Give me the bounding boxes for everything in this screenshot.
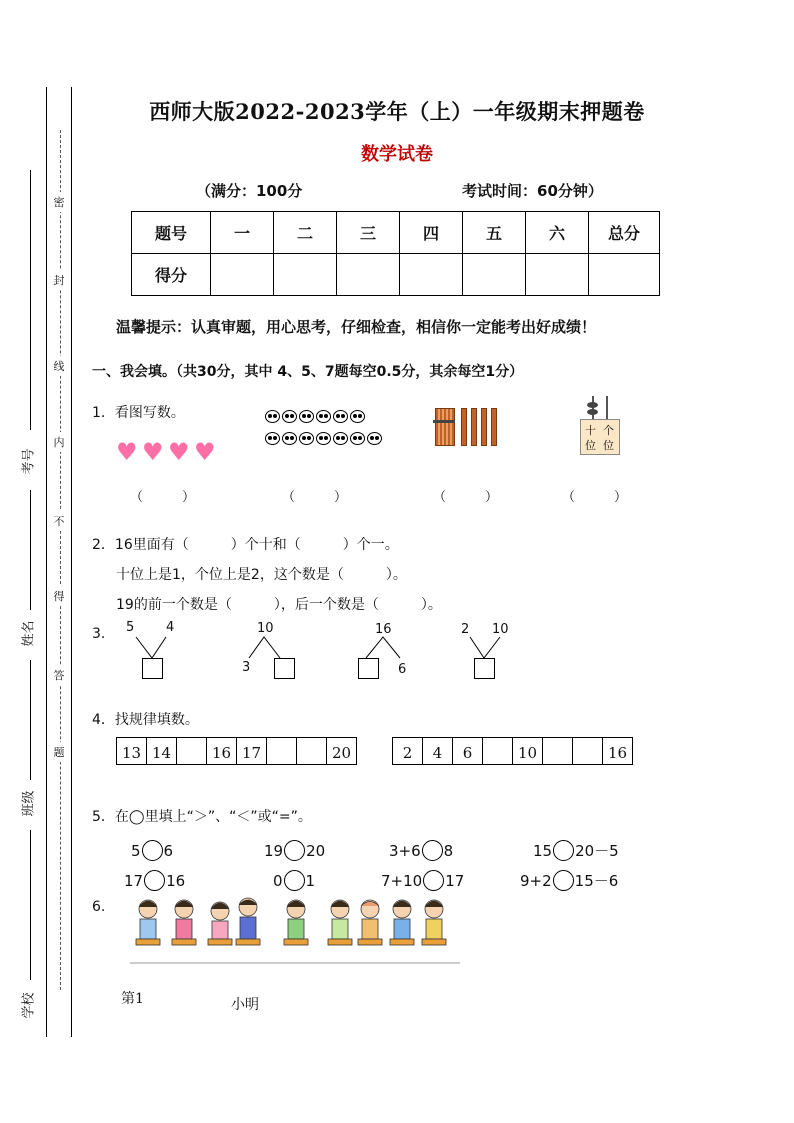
- child-figure: [328, 900, 352, 945]
- q3-number: 10: [492, 622, 509, 637]
- score-row-label: 得分: [132, 254, 211, 296]
- field-rule: [30, 830, 31, 980]
- q2-line3: 19的前一个数是（ ），后一个数是（ ）。: [116, 597, 442, 613]
- answer-blank[interactable]: （ ）: [282, 490, 348, 505]
- exam-subtitle: 数学试卷: [361, 144, 433, 165]
- tip-text: 温馨提示：认真审题，用心思考，仔细检查，相信你一定能考出好成绩！: [116, 318, 597, 336]
- compare-left: 5: [131, 841, 141, 860]
- q2-line2: 十位上是1，个位上是2，这个数是（ ）。: [116, 567, 407, 583]
- seq-cell: 16: [207, 738, 237, 764]
- exam-number-label: 考号: [21, 448, 37, 475]
- seq-blank-cell[interactable]: [267, 738, 297, 764]
- seq-cell: 4: [423, 738, 453, 764]
- compare-circle[interactable]: [144, 870, 165, 891]
- abacus-label: 位: [585, 439, 596, 452]
- compare-item: [264, 840, 325, 861]
- seq-cell: 13: [117, 738, 147, 764]
- exam-title: 西师大版2022-2023学年（上）一年级期末押题卷: [149, 99, 645, 124]
- full-score: （满分：100分: [196, 182, 303, 200]
- answer-box[interactable]: [142, 658, 163, 679]
- q3-number: 4: [166, 620, 175, 635]
- seq-blank-cell[interactable]: [573, 738, 603, 764]
- compare-left: 9+2: [520, 871, 552, 890]
- q6-name-label: 小明: [231, 997, 259, 1013]
- seal-word: 得: [52, 586, 66, 606]
- seal-word: 题: [52, 742, 66, 762]
- q3-number: 2: [461, 622, 470, 637]
- sequence-2: [392, 737, 633, 765]
- compare-right: 20: [306, 841, 326, 860]
- seal-word: 线: [52, 356, 66, 376]
- seq-cell: 2: [393, 738, 423, 764]
- score-cell: 一: [211, 212, 274, 254]
- heart-icon: ♥: [168, 438, 190, 466]
- compare-circle[interactable]: [422, 840, 443, 861]
- seq-cell: 17: [237, 738, 267, 764]
- q6-label: 6.: [92, 899, 106, 915]
- seq-cell: 14: [147, 738, 177, 764]
- seq-blank-cell[interactable]: [543, 738, 573, 764]
- compare-item: [520, 870, 618, 891]
- sequence-1: [116, 737, 357, 765]
- compare-item: [389, 840, 453, 861]
- abacus-label: 位: [603, 439, 614, 452]
- q1-text: 1．看图写数。: [92, 405, 185, 421]
- compare-right: 15－6: [574, 872, 619, 890]
- compare-left: 19: [264, 841, 284, 860]
- score-cell: 三: [337, 212, 400, 254]
- score-cell: 题号: [132, 212, 211, 254]
- score-cell: 二: [274, 212, 337, 254]
- child-figure: [422, 900, 446, 945]
- seq-blank-cell[interactable]: [177, 738, 207, 764]
- compare-right: 20－5: [575, 842, 619, 860]
- seq-blank-cell[interactable]: [483, 738, 513, 764]
- compare-left: 3+6: [389, 841, 421, 860]
- compare-circle[interactable]: [142, 840, 163, 861]
- abacus-label: 个: [603, 424, 614, 437]
- compare-item: [533, 840, 619, 861]
- child-figure: [390, 900, 414, 945]
- compare-left: 17: [124, 871, 144, 890]
- school-label: 学校: [21, 992, 37, 1019]
- answer-box[interactable]: [358, 658, 379, 679]
- compare-circle[interactable]: [284, 840, 305, 861]
- section-1-heading: 一、我会填。（共30分，其中 4、5、7题每空0.5分，其余每空1分）: [92, 364, 524, 380]
- children-row-picture: [130, 895, 460, 970]
- compare-item: [124, 870, 185, 891]
- compare-item: [273, 870, 315, 891]
- q5-text: 5．在◯里填上“＞”、“＜”或“=”。: [92, 809, 312, 825]
- compare-circle[interactable]: [423, 870, 444, 891]
- seq-cell: 10: [513, 738, 543, 764]
- child-figure: [172, 900, 196, 945]
- seq-cell: 16: [607, 744, 628, 762]
- q3-number: 16: [375, 622, 392, 637]
- seal-word: 不: [52, 511, 66, 531]
- class-label: 班级: [21, 790, 37, 817]
- child-figure: [236, 898, 260, 945]
- compare-right: 17: [445, 871, 465, 890]
- compare-left: 15: [533, 841, 553, 860]
- child-figure: [208, 902, 232, 945]
- compare-item: [131, 840, 173, 861]
- child-figure: [136, 900, 160, 945]
- child-figure: [284, 900, 308, 945]
- compare-right: 6: [163, 841, 174, 860]
- q3-label: 3.: [92, 626, 106, 642]
- compare-right: 16: [166, 871, 186, 890]
- compare-left: 7+10: [381, 871, 423, 890]
- seal-word: 答: [52, 665, 66, 685]
- answer-box[interactable]: [474, 658, 495, 679]
- heart-icon: ♥: [116, 438, 138, 466]
- score-cell: 四: [400, 212, 463, 254]
- answer-blank[interactable]: （ ）: [562, 490, 628, 505]
- compare-right: 8: [443, 841, 454, 860]
- seal-word: 内: [52, 432, 66, 452]
- compare-circle[interactable]: [553, 840, 574, 861]
- q4-text: 4．找规律填数。: [92, 712, 199, 728]
- compare-circle[interactable]: [553, 870, 574, 891]
- seq-cell: 20: [331, 744, 352, 762]
- abacus-label: 十: [585, 424, 596, 437]
- answer-blank[interactable]: （ ）: [433, 490, 499, 505]
- compare-circle[interactable]: [284, 870, 305, 891]
- q3-number: 10: [257, 621, 274, 636]
- exam-time: 考试时间：60分钟）: [462, 182, 603, 200]
- q6-first-label: 第1: [121, 991, 144, 1007]
- q2-line1: 2．16里面有（ ）个十和（ ）个一。: [92, 537, 399, 553]
- seq-blank-cell[interactable]: [297, 738, 327, 764]
- seal-word: 封: [52, 270, 66, 290]
- heart-icon: ♥: [142, 438, 164, 466]
- child-figure: [358, 900, 382, 945]
- heart-icon: ♥: [194, 438, 216, 466]
- score-cell: 五: [463, 212, 526, 254]
- answer-box[interactable]: [274, 658, 295, 679]
- q3-number: 3: [242, 660, 251, 675]
- score-cell: 总分: [589, 212, 660, 254]
- seal-word: 密: [52, 192, 66, 212]
- compare-left: 0: [273, 871, 283, 890]
- name-label: 姓名: [21, 620, 37, 647]
- compare-right: 1: [305, 871, 316, 890]
- q3-number: 5: [126, 620, 135, 635]
- compare-item: [381, 870, 464, 891]
- seq-cell: 6: [453, 738, 483, 764]
- q3-number: 6: [398, 662, 407, 677]
- answer-blank[interactable]: （ ）: [130, 490, 196, 505]
- score-cell: 六: [526, 212, 589, 254]
